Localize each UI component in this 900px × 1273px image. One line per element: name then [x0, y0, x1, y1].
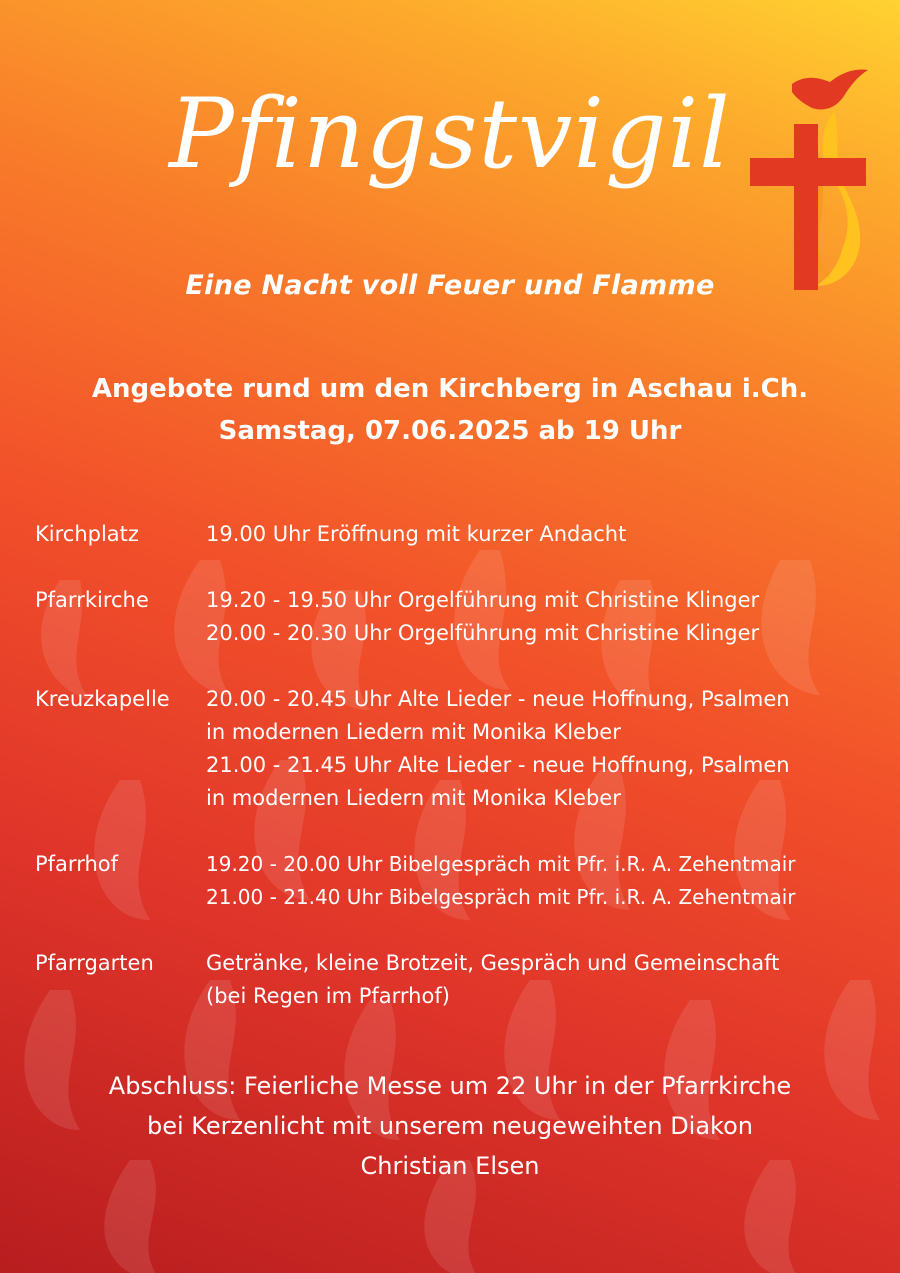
program-line: 19.00 Uhr Eröffnung mit kurzer Andacht: [206, 522, 627, 546]
event-intro: [0, 368, 900, 452]
program-place: Pfarrhof: [35, 852, 119, 876]
program-place: Kirchplatz: [35, 522, 139, 546]
program-line: 21.00 - 21.40 Uhr Bibelgespräch mit Pfr. i.R. A. Zehentmair: [206, 885, 796, 909]
program-line: 19.20 - 20.00 Uhr Bibelgespräch mit Pfr. i.R. A. Zehentmair: [206, 852, 796, 876]
event-date: Samstag, 07.06.2025 ab 19 Uhr: [218, 416, 682, 446]
program-line: (bei Regen im Pfarrhof): [206, 984, 450, 1008]
closing-line: Christian Elsen: [360, 1152, 540, 1180]
program-line: in modernen Liedern mit Monika Kleber: [206, 786, 621, 810]
closing-line: bei Kerzenlicht mit unserem neugeweihten Diakon: [147, 1112, 753, 1140]
program-place: Pfarrkirche: [35, 588, 149, 612]
program-place: Pfarrgarten: [35, 951, 154, 975]
closing-notice: [0, 1066, 900, 1186]
program-row-kirchplatz: [35, 518, 890, 551]
program-row-kreuzkapelle: [35, 683, 890, 815]
program-line: 21.00 - 21.45 Uhr Alte Lieder - neue Hoffnung, Psalmen: [206, 753, 790, 777]
cross-dove-flame-icon: [746, 64, 870, 296]
program-row-pfarrkirche: [35, 584, 890, 650]
program-line: 20.00 - 20.30 Uhr Orgelführung mit Christine Klinger: [206, 621, 760, 645]
program-line: Getränke, kleine Brotzeit, Gespräch und Gemeinschaft: [206, 951, 780, 975]
offers-heading: Angebote rund um den Kirchberg in Aschau i.Ch.: [91, 374, 809, 404]
program-line: 20.00 - 20.45 Uhr Alte Lieder - neue Hoffnung, Psalmen: [206, 687, 790, 711]
program-line: in modernen Liedern mit Monika Kleber: [206, 720, 621, 744]
program-list: [35, 518, 890, 1046]
page-title: Pfingstvigil: [169, 78, 731, 190]
program-row-pfarrgarten: [35, 947, 890, 1013]
subtitle: Eine Nacht voll Feuer und Flamme: [185, 270, 715, 301]
closing-line: Abschluss: Feierliche Messe um 22 Uhr in der Pfarrkirche: [108, 1072, 792, 1100]
program-line: 19.20 - 19.50 Uhr Orgelführung mit Christine Klinger: [206, 588, 760, 612]
program-place: Kreuzkapelle: [35, 687, 170, 711]
program-row-pfarrhof: [35, 848, 890, 914]
